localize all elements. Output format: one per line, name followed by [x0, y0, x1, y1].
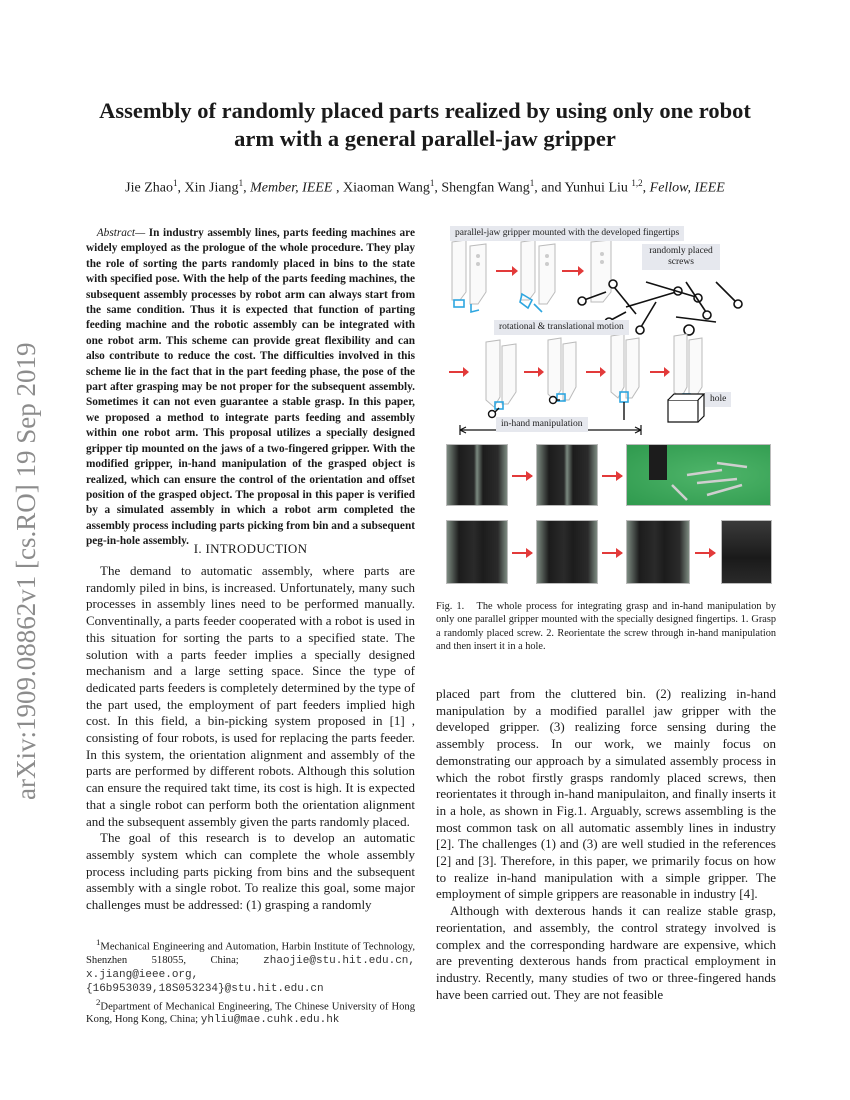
photo-reorient-step-3 [626, 520, 690, 584]
photo-reorient-step-2 [536, 520, 598, 584]
label-motion: rotational & translational motion [494, 320, 629, 335]
photo-screws-on-mat [626, 444, 771, 506]
arrow-icon [602, 552, 622, 554]
footnote-1: $^1$Mechanical Engineering and Automation, Harbin Institute of Technology, Shenzhen 518055, China; zhaojie@stu.hit.edu.cn, x.jiang@ieee.org, {16b953039,18S053234}@stu.hit.edu.cn [86, 937, 415, 995]
paragraph: The goal of this research is to develop an automatic assembly system which can complete the whole assembly process including parts picking from bins and the subsequent assembly with a single robot. To realize this goal, some major challenges must be addressed: (1) grasping a randomly [86, 830, 415, 913]
author-name: Jie Zhao [125, 180, 173, 196]
affiliation-mark: 1 [529, 178, 535, 188]
author-role: Fellow, IEEE [649, 180, 725, 196]
affiliation-mark: 1 [238, 178, 244, 188]
footnotes [86, 936, 415, 1027]
label-random-screws: randomly placed screws [642, 244, 720, 270]
paragraph: Although with dexterous hands it can realize stable grasp, reorientation, and assembly, the control strategy involved is complex and the corresponding hardware are expensive, which are preventing dexterous hands from practical employment in industry. Recently, many studies of two or three-fingered hands have been carried out. They are not feasible [436, 903, 776, 1002]
affiliation-mark: 1,2 [631, 178, 643, 188]
author-name: Shengfan Wang [441, 180, 530, 196]
title-line-1: Assembly of randomly placed parts realized by using only one robot [99, 98, 751, 123]
abstract-label: Abstract— [96, 227, 146, 239]
author-list: Jie Zhao$^1$, Xin Jiang$^1$, Member, IEEE , Xiaoman Wang$^1$, Shengfan Wang$^1$, and Yunhui Liu $^{1,2}$, Fellow, IEEE [125, 178, 725, 196]
photo-grasp-step-1 [446, 444, 508, 506]
label-gripper-fingertips: parallel-jaw gripper mounted with the developed fingertips [450, 226, 684, 241]
paper-title [60, 97, 790, 153]
author-name: Yunhui Liu [564, 180, 628, 196]
footnote-emails: zhaojie@stu.hit.edu.cn, x.jiang@ieee.org, {16b953039,18S053234}@stu.hit.edu.cn [86, 954, 415, 995]
photo-grasp-step-2 [536, 444, 598, 506]
arxiv-stamp: arXiv:1909.08862v1 [cs.RO] 19 Sep 2019 [11, 342, 41, 800]
arrow-icon [512, 552, 532, 554]
affiliation-mark: 1 [173, 178, 178, 188]
footnote-2: $^2$Department of Mechanical Engineering, The Chinese University of Hong Kong, Hong Kong, China; yhliu@mae.cuhk.edu.hk [86, 996, 415, 1027]
abstract-text: In industry assembly lines, parts feeding machines are widely employed as the prologue of the whole procedure. They play the role of sorting the parts randomly placed in bins to the state with specified pose. With the help of the parts feeding machines, the subsequent assembly processes by robot arm can always start from the same condition. Thus it is expected that function of parting feeding machine and the robotic assembly can be integrated with one robot arm. This scheme can provide great flexibility and can also contribute to reduce the cost. The difficulties involved in this scheme lie in the fact that in the part feeding phase, the pose of the part after grasping may be not proper for the subsequent assembly. Sometimes it can not even guarantee a stable grasp. In this paper, we proposed a method to integrate parts feeding and assembly within one robot arm. This proposal utilizes a specially designed gripper tip mounted on the jaws of a two-fingered gripper. With the modified gripper, in-hand manipulation of the grasped object is realized, which can ensure the control of the orientation and offset position of the grasped object. The proposal in this paper is verified by a simulated assembly in which a robot arm completed the assembly process including parts picking from bin and a subsequent peg-in-hole assembly. [86, 227, 415, 548]
figure-1 [446, 222, 782, 590]
caption-label: Fig. 1. [436, 601, 465, 612]
photo-reorient-step-1 [446, 520, 508, 584]
screws-pile-photo [627, 445, 770, 505]
footnote-email: yhliu@mae.cuhk.edu.hk [200, 1014, 340, 1027]
intro-right-column [436, 686, 776, 1003]
author-name: Xin Jiang [184, 180, 239, 196]
paragraph: The demand to automatic assembly, where parts are randomly piled in bins, is increased. Unfortunately, many such processes in assembly lines need to be performed manually. Conventinally, a parts feeder cooperated with a robot is used in this situation for sorting the parts to a specified state. The solution with a parts feeder implies a specially designed mechanism and a large setting space. Since the type of dedicated parts feeders is completely determined by the type of the part used, the employment of part feeders implied high cost. In this field, a bin-picking system proposed in [1] , consisting of four robots, is used for replacing the parts feeder. In this system, the orientation alignment and assembly of the parts are performed by different robots. Although this solution can ensure the required takt time, its cost is high. It is expected that a single robot can perform both the orientation alignment and the subsequent assembly given the parts randomly placed. [86, 563, 415, 829]
intro-left-column [86, 563, 415, 914]
label-in-hand-manipulation: in-hand manipulation [496, 417, 588, 432]
affiliation-mark: 1 [429, 178, 435, 188]
paragraph: placed part from the cluttered bin. (2) realizing in-hand manipulation by a modified parallel jaw gripper with the developed gripper. (3) realizing force sensing during the assembly process. In our work, we mainly focus on demonstrating our approach by a simulated assembly process in which the robot firstly grasps randomly placed screws, then reorientates it through in-hand manipulaiton, and finally inserts it in a hole, as shown in Fig.1. Arguably, screws assembling is the most common task on all automatic assembly lines in industry [2]. The challenges (1) and (3) are well studied in the references [2] and [3]. Therefore, in this paper, we primarily focus on how to realize in-hand manipulation with a simple gripper. The employment of simple grippers are reasonable in industry [4]. [436, 686, 776, 902]
section-heading: I. INTRODUCTION [193, 541, 308, 556]
caption-text: The whole process for integrating grasp and in-hand manipulation by only one parallel gripper mounted with the specially designed fingertips. 1. Grasp a randomly placed screw. 2. Reorientate the screw through in-hand manipulation and then insert it in a hole. [436, 601, 776, 652]
arrow-icon [602, 475, 622, 477]
figure-caption [436, 600, 776, 653]
abstract [86, 226, 415, 550]
arrow-icon [695, 552, 715, 554]
label-hole: hole [705, 392, 731, 407]
photo-insert-hole [721, 520, 772, 584]
arrow-icon [512, 475, 532, 477]
author-role: Member, IEEE [250, 180, 333, 196]
title-line-2: arm with a general parallel-jaw gripper [234, 126, 616, 151]
author-name: Xiaoman Wang [342, 180, 430, 196]
